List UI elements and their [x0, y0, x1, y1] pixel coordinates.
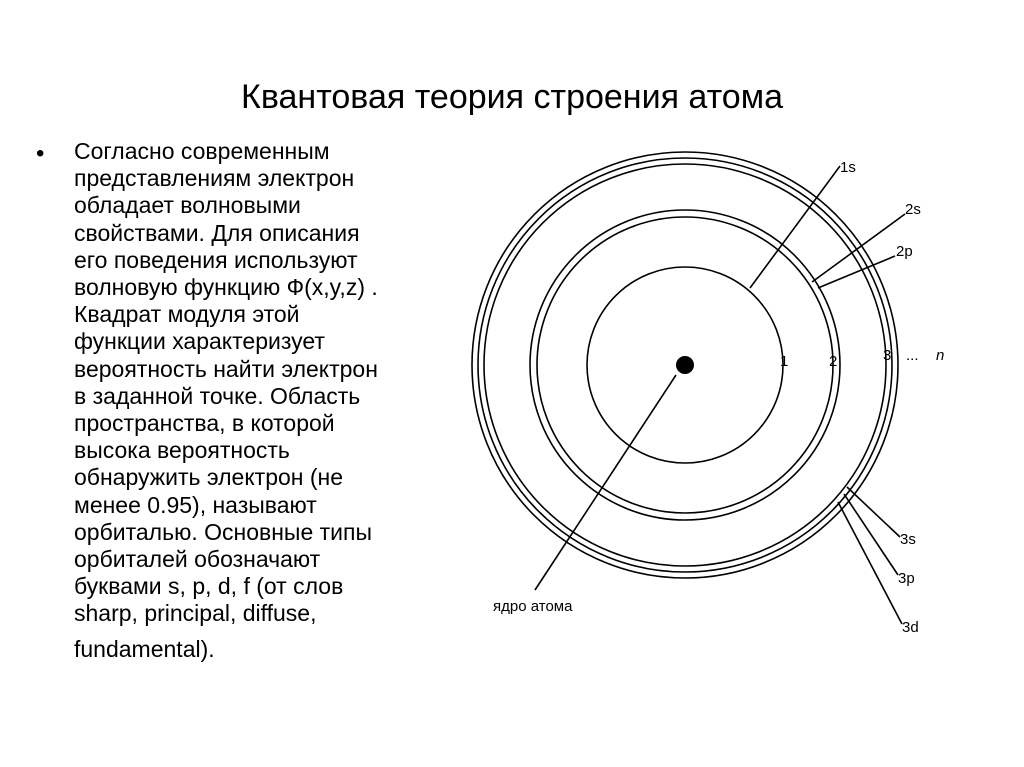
leader-1s: [750, 166, 840, 288]
paragraph-line: в заданной точке. Область: [74, 382, 361, 409]
leader-nucleus: [535, 375, 676, 590]
leader-3p: [844, 494, 898, 575]
paragraph-line: орбиталей обозначают: [74, 546, 321, 573]
level-number-3: 3: [883, 347, 892, 364]
slide-title: Квантовая теория строения атома: [241, 78, 783, 116]
nucleus-dot: [676, 356, 694, 374]
paragraph-line: sharp, principal, diffuse,: [74, 600, 317, 627]
label-3p: 3p: [898, 570, 915, 587]
paragraph-line: буквами s, p, d, f (от слов: [74, 573, 344, 600]
paragraph-line: орбиталью. Основные типы: [74, 518, 372, 545]
paragraph-line: менее 0.95), называют: [74, 491, 317, 518]
paragraph-line: его поведения используют: [74, 246, 358, 273]
paragraph-line: fundamental).: [74, 635, 215, 662]
paragraph-line: обладает волновыми: [74, 192, 301, 219]
paragraph-line: пространства, в которой: [74, 410, 335, 437]
paragraph-line: обнаружить электрон (не: [74, 464, 344, 491]
paragraph-line: Квадрат модуля этой: [74, 301, 300, 328]
level-number-1: 1: [780, 353, 789, 370]
bullet-marker: •: [36, 140, 45, 167]
paragraph-line: функции характеризует: [74, 328, 325, 355]
leader-3d: [838, 502, 902, 624]
label-2p: 2p: [896, 243, 913, 260]
label-2s: 2s: [905, 201, 921, 218]
label-3s: 3s: [900, 531, 916, 548]
level-number-n: n: [936, 347, 945, 364]
label-1s: 1s: [840, 159, 856, 176]
paragraph-line: свойствами. Для описания: [74, 219, 360, 246]
paragraph-line: вероятность найти электрон: [74, 355, 378, 382]
label-3d: 3d: [902, 619, 919, 636]
paragraph-line: высока вероятность: [74, 437, 290, 464]
paragraph-line: Согласно современным: [74, 138, 330, 164]
leader-3s: [847, 487, 900, 537]
label-nucleus: ядро атома: [493, 598, 573, 615]
level-ellipsis: ...: [906, 347, 919, 364]
paragraph-line: представлениям электрон: [74, 165, 355, 192]
level-number-2: 2: [829, 353, 838, 370]
paragraph-line: волновую функцию Ф(x,y,z) .: [74, 274, 378, 301]
